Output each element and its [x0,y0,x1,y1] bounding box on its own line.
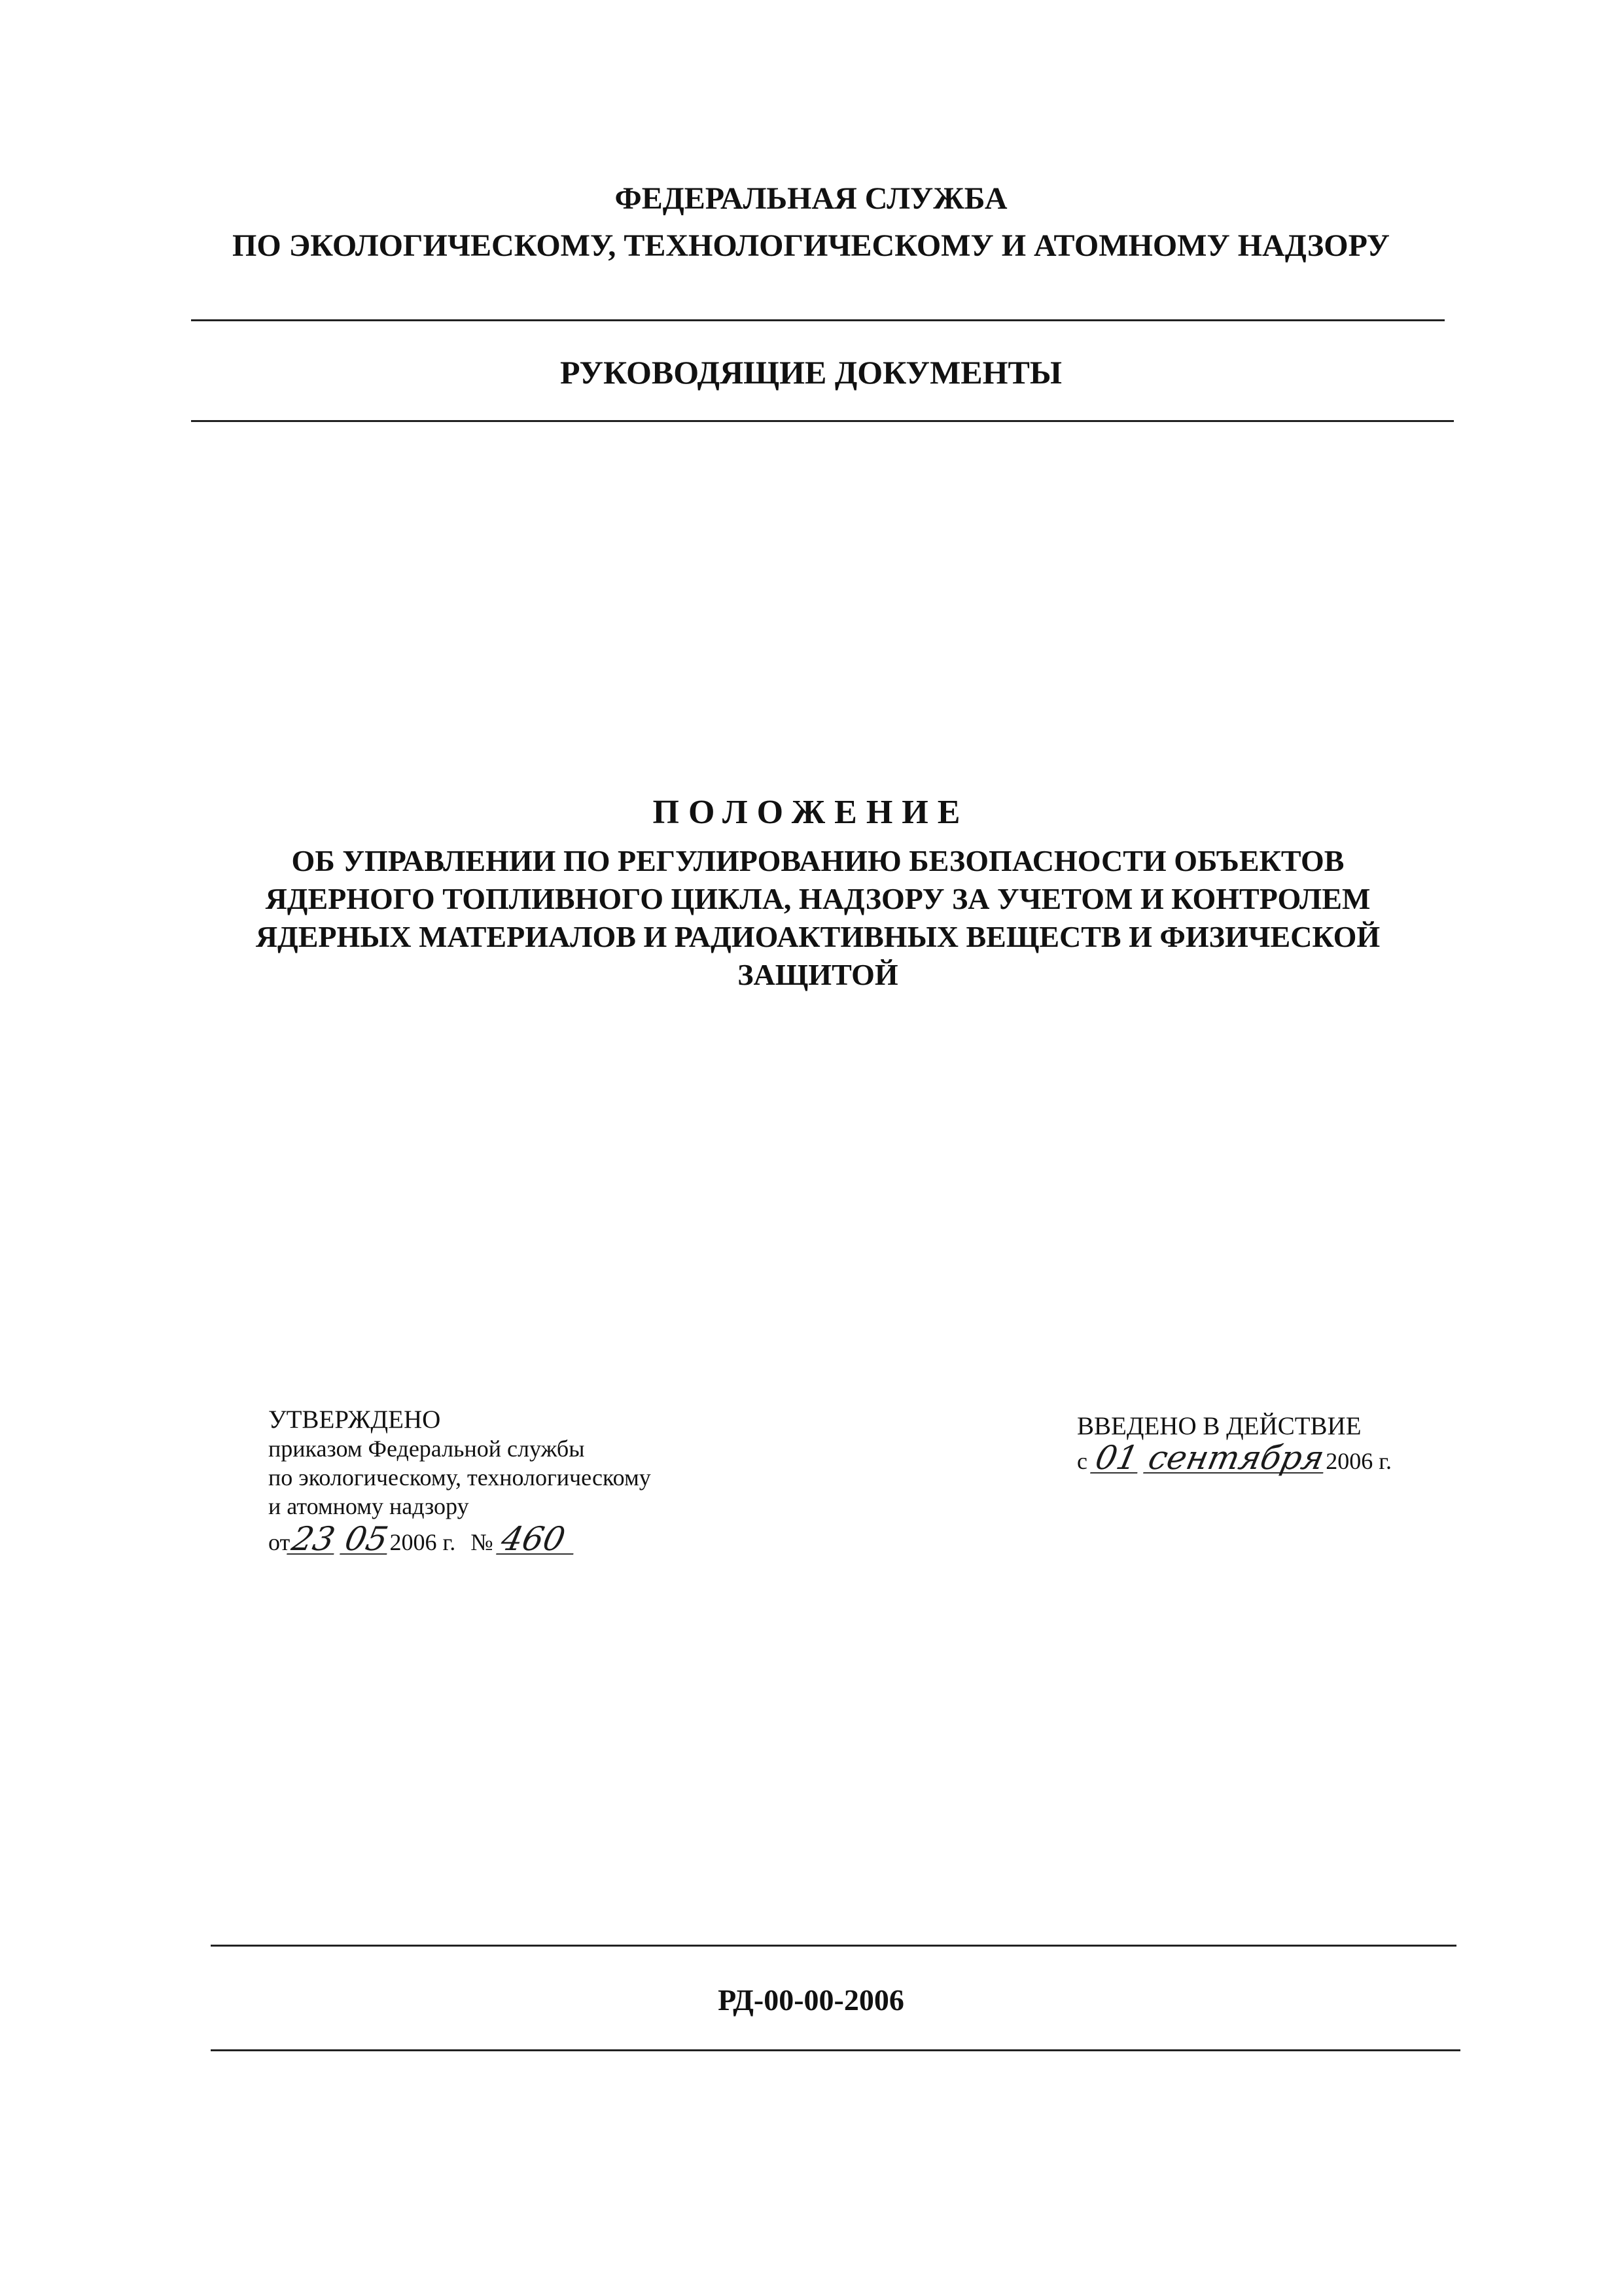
effective-month-handwritten: сентября [1143,1443,1329,1474]
effective-day-handwritten: 01 [1090,1443,1143,1474]
approval-year: 2006 г. [389,1529,456,1555]
header-divider-bottom [191,420,1454,422]
approval-day-handwritten: 23 [287,1525,340,1555]
document-title-line4: ЗАЩИТОЙ [737,958,898,991]
effective-caption: ВВЕДЕНО В ДЕЙСТВИЕ [1077,1412,1362,1440]
approval-number-prefix: № [470,1529,493,1555]
footer-divider-top [211,1945,1456,1947]
effective-block [1077,1412,1535,1475]
agency-name-line2: ПО ЭКОЛОГИЧЕСКОМУ, ТЕХНОЛОГИЧЕСКОМУ И АТОМНОМУ НАДЗОРУ [232,228,1390,263]
footer-divider-bottom [211,2049,1460,2051]
header-divider-top [191,319,1445,321]
approval-line1: приказом Федеральной службы [268,1436,585,1462]
approval-number-handwritten: 460 [496,1525,580,1555]
approval-caption: УТВЕРЖДЕНО [268,1405,441,1434]
approval-block [268,1405,857,1557]
effective-year: 2006 г. [1326,1448,1392,1474]
approval-from-prefix: от [268,1529,291,1555]
document-title-line2: ЯДЕРНОГО ТОПЛИВНОГО ЦИКЛА, НАДЗОРУ ЗА УЧЕТОМ И КОНТРОЛЕМ [265,882,1371,915]
document-code: РД-00-00-2006 [718,1983,904,2017]
section-title: РУКОВОДЯЩИЕ ДОКУМЕНТЫ [560,354,1062,391]
approval-line3: и атомному надзору [268,1493,469,1519]
effective-date-row [1077,1439,1535,1477]
document-type: ПОЛОЖЕНИЕ [652,794,970,831]
agency-name-line1: ФЕДЕРАЛЬНАЯ СЛУЖБА [614,181,1008,216]
document-title-line3: ЯДЕРНЫХ МАТЕРИАЛОВ И РАДИОАКТИВНЫХ ВЕЩЕСТВ И ФИЗИЧЕСКОЙ [255,920,1381,953]
approval-line2: по экологическому, технологическому [268,1464,651,1491]
document-title-line1: ОБ УПРАВЛЕНИИ ПО РЕГУЛИРОВАНИЮ БЕЗОПАСНОСТИ ОБЪЕКТОВ [291,844,1345,877]
effective-from-prefix: с [1077,1448,1087,1474]
approval-date-row [268,1520,857,1558]
approval-month-handwritten: 05 [340,1525,393,1555]
